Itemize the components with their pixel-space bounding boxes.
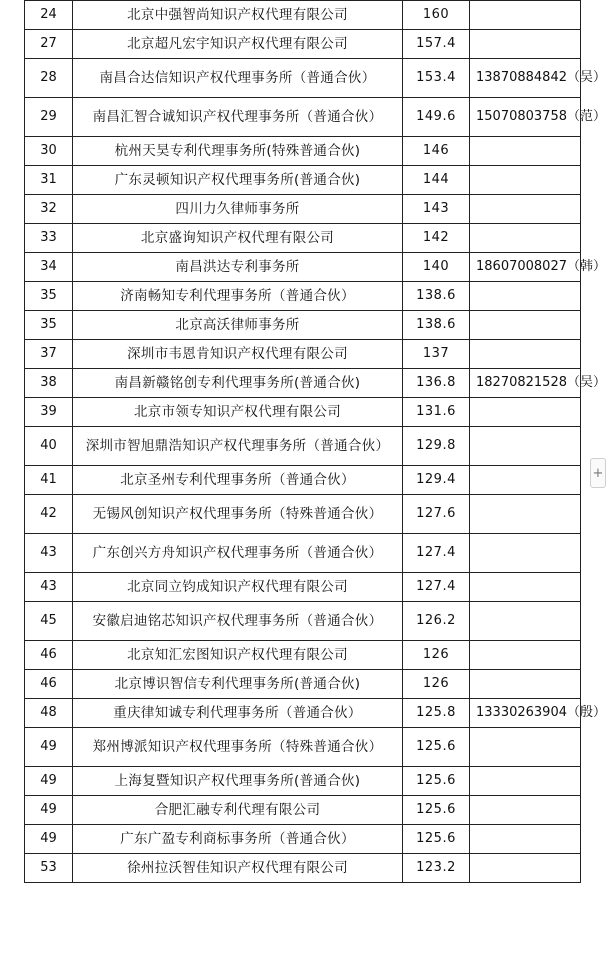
table-row — [25, 311, 581, 340]
contact-phone-cell — [470, 137, 581, 166]
rank-cell: 49 — [25, 767, 73, 796]
agency-name-cell: 深圳市韦恩肯知识产权代理有限公司 — [73, 340, 403, 369]
table-row — [25, 282, 581, 311]
table-row — [25, 253, 581, 282]
rank-cell: 30 — [25, 137, 73, 166]
score-cell: 125.6 — [403, 728, 470, 767]
agency-name-cell: 重庆律知诚专利代理事务所（普通合伙） — [73, 699, 403, 728]
score-cell: 125.6 — [403, 825, 470, 854]
contact-phone-cell — [470, 670, 581, 699]
agency-name-cell: 无锡风创知识产权代理事务所（特殊普通合伙） — [73, 495, 403, 534]
table-row — [25, 670, 581, 699]
agency-name-cell: 北京高沃律师事务所 — [73, 311, 403, 340]
table-row — [25, 369, 581, 398]
table-row — [25, 30, 581, 59]
contact-phone-cell — [470, 641, 581, 670]
rank-cell: 49 — [25, 796, 73, 825]
rank-cell: 49 — [25, 825, 73, 854]
table-row — [25, 398, 581, 427]
table-row — [25, 224, 581, 253]
table-row — [25, 98, 581, 137]
table-row — [25, 641, 581, 670]
rank-cell: 49 — [25, 728, 73, 767]
rank-cell: 39 — [25, 398, 73, 427]
agency-name-cell: 四川力久律师事务所 — [73, 195, 403, 224]
rank-cell: 29 — [25, 98, 73, 137]
contact-phone-cell — [470, 767, 581, 796]
agency-name-cell: 广东灵顿知识产权代理事务所(普通合伙) — [73, 166, 403, 195]
score-cell: 125.8 — [403, 699, 470, 728]
rank-cell: 45 — [25, 602, 73, 641]
table-row — [25, 573, 581, 602]
agency-name-cell: 北京盛询知识产权代理有限公司 — [73, 224, 403, 253]
agency-name-cell: 北京市领专知识产权代理有限公司 — [73, 398, 403, 427]
score-cell: 142 — [403, 224, 470, 253]
agency-name-cell: 郑州博派知识产权代理事务所（特殊普通合伙） — [73, 728, 403, 767]
score-cell: 126 — [403, 670, 470, 699]
contact-phone-cell — [470, 534, 581, 573]
table-row — [25, 166, 581, 195]
contact-phone-cell — [470, 495, 581, 534]
contact-phone-cell — [470, 340, 581, 369]
contact-phone-cell — [470, 166, 581, 195]
rank-cell: 46 — [25, 670, 73, 699]
table-row — [25, 340, 581, 369]
table-row — [25, 825, 581, 854]
table-row — [25, 728, 581, 767]
agency-name-cell: 北京同立钧成知识产权代理有限公司 — [73, 573, 403, 602]
ranking-table-sheet — [24, 0, 606, 962]
agency-name-cell: 广东广盈专利商标事务所（普通合伙） — [73, 825, 403, 854]
table-row — [25, 195, 581, 224]
score-cell: 136.8 — [403, 369, 470, 398]
contact-phone-cell — [470, 1, 581, 30]
rank-cell: 31 — [25, 166, 73, 195]
rank-cell: 43 — [25, 573, 73, 602]
agency-name-cell: 广东创兴方舟知识产权代理事务所（普通合伙） — [73, 534, 403, 573]
rank-cell: 35 — [25, 311, 73, 340]
agency-name-cell: 南昌洪达专利事务所 — [73, 253, 403, 282]
agency-name-cell: 济南畅知专利代理事务所（普通合伙） — [73, 282, 403, 311]
table-row — [25, 466, 581, 495]
contact-phone-cell: 18607008027（韩） — [470, 253, 581, 282]
score-cell: 157.4 — [403, 30, 470, 59]
contact-phone-cell — [470, 728, 581, 767]
contact-phone-cell — [470, 427, 581, 466]
rank-cell: 38 — [25, 369, 73, 398]
table-row — [25, 59, 581, 98]
score-cell: 127.4 — [403, 534, 470, 573]
contact-phone-cell: 15070803758（范） — [470, 98, 581, 137]
agency-name-cell: 安徽启迪铭芯知识产权代理事务所（普通合伙） — [73, 602, 403, 641]
rank-cell: 40 — [25, 427, 73, 466]
score-cell: 131.6 — [403, 398, 470, 427]
score-cell: 143 — [403, 195, 470, 224]
rank-cell: 32 — [25, 195, 73, 224]
table-row — [25, 796, 581, 825]
contact-phone-cell — [470, 311, 581, 340]
agency-name-cell: 北京超凡宏宇知识产权代理有限公司 — [73, 30, 403, 59]
contact-phone-cell: 13330263904（殷） — [470, 699, 581, 728]
score-cell: 123.2 — [403, 854, 470, 883]
contact-phone-cell — [470, 825, 581, 854]
score-cell: 160 — [403, 1, 470, 30]
rank-cell: 27 — [25, 30, 73, 59]
contact-phone-cell — [470, 282, 581, 311]
rank-cell: 46 — [25, 641, 73, 670]
plus-icon: + — [592, 465, 604, 481]
score-cell: 138.6 — [403, 282, 470, 311]
rank-cell: 28 — [25, 59, 73, 98]
agency-name-cell: 北京知汇宏图知识产权代理有限公司 — [73, 641, 403, 670]
rank-cell: 43 — [25, 534, 73, 573]
rank-cell: 24 — [25, 1, 73, 30]
score-cell: 126 — [403, 641, 470, 670]
agency-name-cell: 北京圣州专利代理事务所（普通合伙） — [73, 466, 403, 495]
add-row-handle[interactable] — [590, 458, 606, 488]
contact-phone-cell — [470, 466, 581, 495]
score-cell: 137 — [403, 340, 470, 369]
contact-phone-cell — [470, 796, 581, 825]
contact-phone-cell — [470, 30, 581, 59]
table-row — [25, 427, 581, 466]
score-cell: 153.4 — [403, 59, 470, 98]
score-cell: 125.6 — [403, 796, 470, 825]
table-row — [25, 534, 581, 573]
agency-name-cell: 徐州拉沃智佳知识产权代理有限公司 — [73, 854, 403, 883]
ranking-table — [24, 0, 606, 883]
score-cell: 127.4 — [403, 573, 470, 602]
agency-name-cell: 上海复暨知识产权代理事务所(普通合伙) — [73, 767, 403, 796]
table-row — [25, 602, 581, 641]
table-row — [25, 495, 581, 534]
rank-cell: 41 — [25, 466, 73, 495]
contact-phone-cell: 13870884842（吴） — [470, 59, 581, 98]
agency-name-cell: 南昌新赣铭创专利代理事务所(普通合伙) — [73, 369, 403, 398]
contact-phone-cell — [470, 602, 581, 641]
contact-phone-cell: 18270821528（吴） — [470, 369, 581, 398]
score-cell: 140 — [403, 253, 470, 282]
contact-phone-cell — [470, 573, 581, 602]
score-cell: 125.6 — [403, 767, 470, 796]
contact-phone-cell — [470, 224, 581, 253]
score-cell: 129.8 — [403, 427, 470, 466]
table-row — [25, 854, 581, 883]
rank-cell: 53 — [25, 854, 73, 883]
score-cell: 138.6 — [403, 311, 470, 340]
agency-name-cell: 南昌汇智合诚知识产权代理事务所（普通合伙） — [73, 98, 403, 137]
score-cell: 146 — [403, 137, 470, 166]
ranking-table-body — [25, 1, 606, 883]
agency-name-cell: 南昌合达信知识产权代理事务所（普通合伙） — [73, 59, 403, 98]
score-cell: 126.2 — [403, 602, 470, 641]
table-row — [25, 137, 581, 166]
score-cell: 144 — [403, 166, 470, 195]
agency-name-cell: 北京博识智信专利代理事务所(普通合伙) — [73, 670, 403, 699]
score-cell: 149.6 — [403, 98, 470, 137]
agency-name-cell: 北京中强智尚知识产权代理有限公司 — [73, 1, 403, 30]
rank-cell: 35 — [25, 282, 73, 311]
contact-phone-cell — [470, 195, 581, 224]
agency-name-cell: 深圳市智旭鼎浩知识产权代理事务所（普通合伙） — [73, 427, 403, 466]
rank-cell: 33 — [25, 224, 73, 253]
table-row — [25, 767, 581, 796]
rank-cell: 48 — [25, 699, 73, 728]
agency-name-cell: 合肥汇融专利代理有限公司 — [73, 796, 403, 825]
rank-cell: 37 — [25, 340, 73, 369]
table-row — [25, 1, 581, 30]
contact-phone-cell — [470, 854, 581, 883]
contact-phone-cell — [470, 398, 581, 427]
rank-cell: 42 — [25, 495, 73, 534]
score-cell: 127.6 — [403, 495, 470, 534]
table-row — [25, 699, 581, 728]
score-cell: 129.4 — [403, 466, 470, 495]
rank-cell: 34 — [25, 253, 73, 282]
agency-name-cell: 杭州天昊专利代理事务所(特殊普通合伙) — [73, 137, 403, 166]
